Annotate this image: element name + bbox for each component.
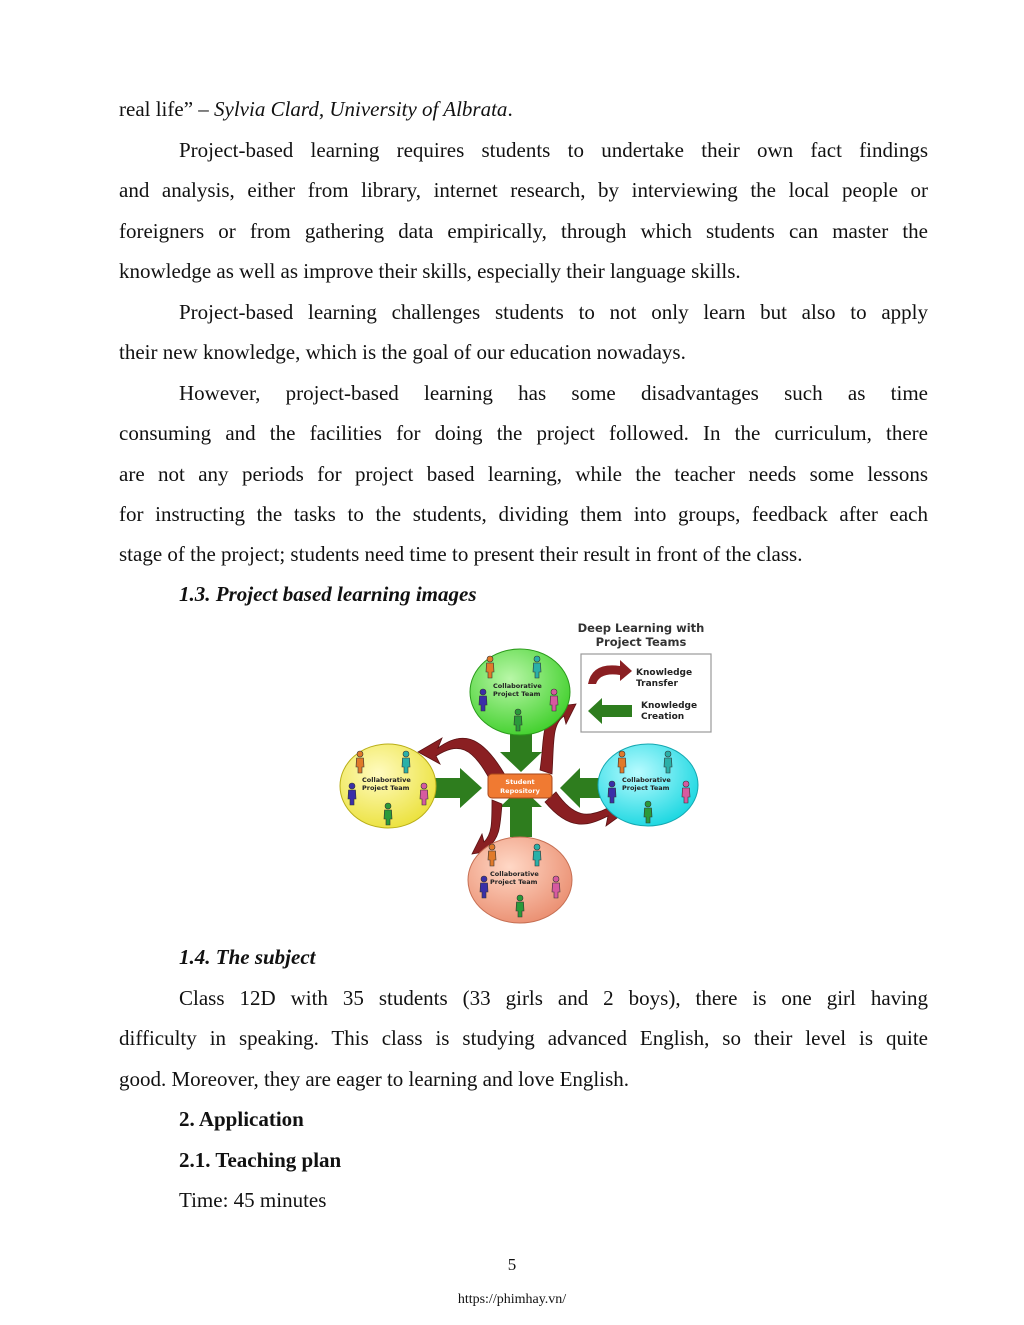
page-number: 5 bbox=[507, 1255, 517, 1274]
center-label-1: Student bbox=[505, 778, 535, 786]
legend-creation-line-1: Knowledge bbox=[641, 701, 698, 711]
time-line: Time: 45 minutes bbox=[179, 1188, 327, 1212]
section-heading-2: 2. Application bbox=[179, 1107, 304, 1131]
paragraph-1-line-2: and analysis, either from library, internet research, by interviewing the local people or bbox=[119, 178, 928, 202]
diagram-svg bbox=[330, 612, 730, 932]
legend-transfer-line-2: Transfer bbox=[636, 679, 678, 689]
paragraph-3-line-5: stage of the project; students need time to present their result in front of the class. bbox=[119, 542, 803, 566]
quote-attribution-line bbox=[119, 95, 928, 123]
diagram-title-line-1: Deep Learning with bbox=[577, 621, 705, 635]
paragraph-4-line-3: good. Moreover, they are eager to learning and love English. bbox=[119, 1067, 629, 1091]
paragraph-4-line-2: difficulty in speaking. This class is studying advanced English, so their level is quite bbox=[119, 1026, 928, 1050]
team-left-label-2: Project Team bbox=[362, 784, 410, 792]
section-heading-1-4: 1.4. The subject bbox=[179, 945, 316, 969]
diagram-title-line-2: Project Teams bbox=[595, 635, 687, 649]
paragraph-3-line-1: However, project-based learning has some disadvantages such as time bbox=[179, 381, 928, 405]
creation-arrow-left bbox=[432, 768, 482, 808]
paragraph-1-line-1: Project-based learning requires students to undertake their own fact findings bbox=[179, 138, 928, 162]
footer-url[interactable]: https://phimhay.vn/ bbox=[457, 1292, 567, 1307]
paragraph-3-line-3: are not any periods for project based learning, while the teacher needs some lessons bbox=[119, 462, 928, 486]
paragraph-4-line-1: Class 12D with 35 students (33 girls and 2 boys), there is one girl having bbox=[179, 986, 928, 1010]
section-heading-2-1: 2.1. Teaching plan bbox=[179, 1148, 342, 1172]
project-teams-diagram bbox=[330, 612, 730, 932]
team-top-label-1: Collaborative bbox=[493, 682, 542, 690]
team-right-label-2: Project Team bbox=[622, 784, 670, 792]
team-bottom-label-2: Project Team bbox=[490, 878, 538, 886]
paragraph-2-line-1: Project-based learning challenges students to not only learn but also to apply bbox=[179, 300, 928, 324]
quote-citation: Sylvia Clard, University of Albrata bbox=[214, 97, 508, 121]
diagram-legend bbox=[581, 654, 711, 732]
paragraph-2-line-2: their new knowledge, which is the goal of our education nowadays. bbox=[119, 340, 686, 364]
paragraph-3-line-4: for instructing the tasks to the students, dividing them into groups, feedback after each bbox=[119, 502, 928, 526]
legend-transfer-line-1: Knowledge bbox=[636, 668, 693, 678]
center-label-2: Repository bbox=[500, 787, 540, 795]
team-left-label-1: Collaborative bbox=[362, 776, 411, 784]
legend-creation-line-2: Creation bbox=[641, 712, 685, 722]
team-top-label-2: Project Team bbox=[493, 690, 541, 698]
team-bottom-label-1: Collaborative bbox=[490, 870, 539, 878]
quote-end-text: real life” – bbox=[119, 97, 215, 121]
paragraph-1-line-4: knowledge as well as improve their skills, especially their language skills. bbox=[119, 259, 741, 283]
section-heading-1-3: 1.3. Project based learning images bbox=[179, 582, 477, 606]
student-repository bbox=[488, 774, 552, 798]
team-right-label-1: Collaborative bbox=[622, 776, 671, 784]
paragraph-1-line-3: foreigners or from gathering data empirically, through which students can master the bbox=[119, 219, 928, 243]
paragraph-3-line-2: consuming and the facilities for doing the project followed. In the curriculum, there bbox=[119, 421, 928, 445]
quote-period: . bbox=[507, 97, 513, 121]
